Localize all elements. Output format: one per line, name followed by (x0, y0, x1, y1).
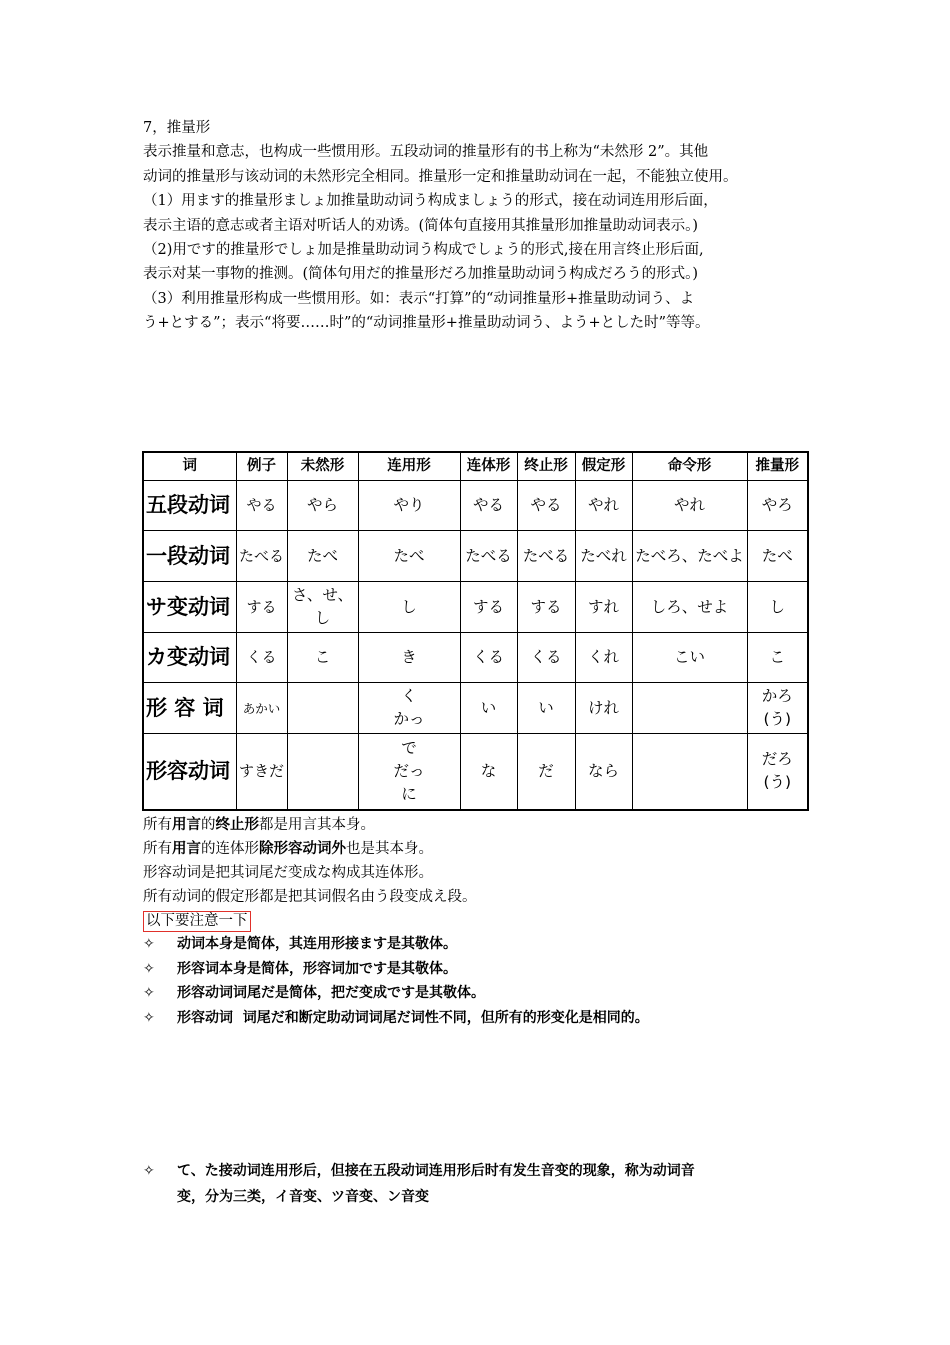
suiryou-cell (747, 734, 808, 810)
note-bold-text: 用言 (172, 816, 201, 833)
header-cell: 例子 (236, 452, 287, 481)
table-row (143, 633, 808, 683)
word-cell: サ变动词 (143, 582, 236, 633)
cell-text: (う) (763, 773, 792, 792)
shushi-cell: やる (517, 481, 575, 531)
cell-text: く (401, 687, 417, 705)
header-cell: 推量形 (747, 452, 808, 481)
example-cell: する (236, 582, 287, 633)
cell-text: だっ (393, 761, 425, 780)
header-cell: 命令形 (632, 452, 747, 481)
renyou-cell (358, 683, 460, 734)
rentai-cell: な (460, 734, 517, 810)
table-row (143, 531, 808, 582)
shushi-cell: い (517, 683, 575, 734)
header-cell: 连体形 (460, 452, 517, 481)
rentai-cell: する (460, 582, 517, 633)
meirei-cell (632, 683, 747, 734)
cell-text: やら (306, 496, 338, 514)
shushi-cell: する (517, 582, 575, 633)
note-line (143, 909, 808, 933)
katei-cell: けれ (575, 683, 632, 734)
shushi-cell: くる (517, 633, 575, 683)
table-row (143, 481, 808, 531)
katei-cell: すれ (575, 582, 632, 633)
renyou-cell (358, 531, 460, 582)
note-line: 所有动词的假定形都是把其词假名由う段变成え段。 (143, 889, 477, 905)
suiryou-cell (747, 481, 808, 531)
diamond-bullet-icon: ✧ (143, 960, 155, 977)
list-item-text: 动词本身是简体，其连用形接ます是其敬体。 (177, 936, 457, 952)
rentai-cell: い (460, 683, 517, 734)
note-bold-text: 用言 (172, 840, 201, 857)
list-item (143, 932, 808, 957)
bullet-list (143, 932, 808, 1030)
cell-text: で (401, 738, 417, 757)
header-cell: 假定形 (575, 452, 632, 481)
intro-line: （2)用です的推量形でしょ加是推量助动词う构成でしょう的形式,接在用言终止形后面, (143, 242, 704, 259)
list-item (143, 1158, 808, 1210)
suiryou-cell (747, 683, 808, 734)
table-row (143, 734, 808, 810)
conjugation-table (142, 451, 809, 811)
katei-cell: くれ (575, 633, 632, 683)
diamond-bullet-icon: ✧ (143, 1009, 155, 1026)
renyou-cell (358, 582, 460, 633)
cell-text: たべ (761, 546, 793, 565)
mizen-cell (287, 734, 358, 810)
cell-text: かっ (393, 710, 425, 728)
table-header-row (143, 452, 808, 481)
diamond-bullet-icon: ✧ (143, 1163, 155, 1179)
header-cell: 未然形 (287, 452, 358, 481)
mizen-cell (287, 531, 358, 582)
note-bold-text: 除形容动词外 (259, 840, 346, 857)
intro-section (143, 116, 808, 336)
cell-text: たべ (306, 546, 338, 565)
list-item-text: 形容词本身是简体，形容词加です是其敬体。 (177, 960, 457, 977)
cell-text: (う) (763, 710, 792, 728)
note-text: 的 (201, 817, 216, 833)
note-line: 形容动词是把其词尾だ变成な构成其连体形。 (143, 865, 433, 881)
note-line (143, 813, 808, 837)
rentai-cell: たべる (460, 531, 517, 582)
cell-text: し (314, 609, 331, 627)
meirei-cell: たべろ、たべよ (632, 531, 747, 582)
katei-cell: たべれ (575, 531, 632, 582)
note-text: 所有 (143, 841, 172, 857)
note-text: 也是其本身。 (346, 841, 433, 857)
notes-section (143, 813, 808, 933)
list-item-text: 形容动词 词尾だ和断定助动词词尾だ词性不同，但所有的形变化是相同的。 (177, 1009, 649, 1026)
cell-text: き (401, 648, 417, 666)
katei-cell: なら (575, 734, 632, 810)
intro-line: 动词的推量形与该动词的未然形完全相同。推量形一定和推量助动词在一起，不能独立使用。 (143, 168, 738, 185)
cell-text: だろ (761, 750, 793, 769)
example-cell: やる (236, 481, 287, 531)
shushi-cell: だ (517, 734, 575, 810)
intro-line: 表示主语的意志或者主语对听话人的劝诱。(简体句直接用其推量形加推量助动词表示。) (143, 217, 699, 234)
intro-line: う+とする”；表示“将要……时”的“动词推量形+推量助动词う、よう+とした时”等等。 (143, 315, 710, 332)
list-item-text: 形容动词词尾だ是简体，把だ变成です是其敬体。 (177, 985, 485, 1001)
cell-text: に (401, 784, 417, 803)
mizen-cell (287, 481, 358, 531)
example-cell: くる (236, 633, 287, 683)
example-cell: すきだ (236, 734, 287, 810)
note-bold-text: 终止形 (215, 816, 259, 833)
cell-text: やろ (761, 496, 793, 514)
mizen-cell (287, 582, 358, 633)
shushi-cell: たべる (517, 531, 575, 582)
cell-text: こ (314, 648, 331, 666)
renyou-cell (358, 633, 460, 683)
intro-line: （3）利用推量形构成一些惯用形。如：表示“打算”的“动词推量形+推量助动词う、よ (143, 290, 695, 307)
list-item (143, 957, 808, 982)
suiryou-cell (747, 633, 808, 683)
word-cell: 形容动词 (143, 734, 236, 810)
word-cell: 形 容 词 (143, 683, 236, 734)
cell-text: やり (393, 496, 425, 514)
diamond-bullet-icon: ✧ (143, 936, 155, 952)
word-cell: 一段动词 (143, 531, 236, 582)
meirei-cell: しろ、せよ (632, 582, 747, 633)
example-cell: たべる (236, 531, 287, 582)
mizen-cell (287, 683, 358, 734)
mizen-cell (287, 633, 358, 683)
intro-line: 表示对某一事物的推测。(简体句用だ的推量形だろ加推量助动词う构成だろう的形式。) (143, 266, 699, 283)
rentai-cell: やる (460, 481, 517, 531)
table-row (143, 582, 808, 633)
cell-text: かろ (761, 687, 793, 705)
table-row (143, 683, 808, 734)
header-cell: 终止形 (517, 452, 575, 481)
meirei-cell: やれ (632, 481, 747, 531)
list-item (143, 981, 808, 1006)
header-cell: 词 (143, 452, 236, 481)
katei-cell: やれ (575, 481, 632, 531)
note-text: 的连体形 (201, 841, 259, 857)
bullet-list-final (143, 1158, 808, 1210)
header-cell: 连用形 (358, 452, 460, 481)
list-item-text: て、た接动词连用形后，但接在五段动词连用形后时有发生音变的现象，称为动词音 (177, 1163, 695, 1179)
cell-text: たべ (393, 546, 425, 565)
word-cell: 五段动词 (143, 481, 236, 531)
renyou-cell (358, 734, 460, 810)
note-line (143, 837, 808, 861)
meirei-cell: こい (632, 633, 747, 683)
note-text: 所有 (143, 817, 172, 833)
note-text: 都是用言其本身。 (259, 817, 375, 833)
cell-text: さ、せ、 (292, 586, 353, 604)
cell-text: し (401, 597, 417, 616)
cell-text: こ (769, 648, 785, 666)
renyou-cell (358, 481, 460, 531)
example-cell: あかい (236, 683, 287, 734)
list-item (143, 1006, 808, 1031)
rentai-cell: くる (460, 633, 517, 683)
attention-box: 以下要注意一下 (143, 911, 251, 932)
intro-line: 表示推量和意志，也构成一些惯用形。五段动词的推量形有的书上称为“未然形 2”。其他 (143, 144, 709, 161)
intro-line: （1）用ます的推量形ましょ加推量助动词う构成ましょう的形式，接在动词连用形后面， (143, 193, 718, 210)
diamond-bullet-icon: ✧ (143, 985, 155, 1001)
section-heading: 7，推量形 (143, 120, 211, 136)
word-cell: カ变动词 (143, 633, 236, 683)
cell-text: し (769, 597, 785, 616)
meirei-cell (632, 734, 747, 810)
list-item-text: 变，分为三类，イ音变、ツ音变、ン音变 (177, 1189, 429, 1205)
suiryou-cell (747, 582, 808, 633)
suiryou-cell (747, 531, 808, 582)
